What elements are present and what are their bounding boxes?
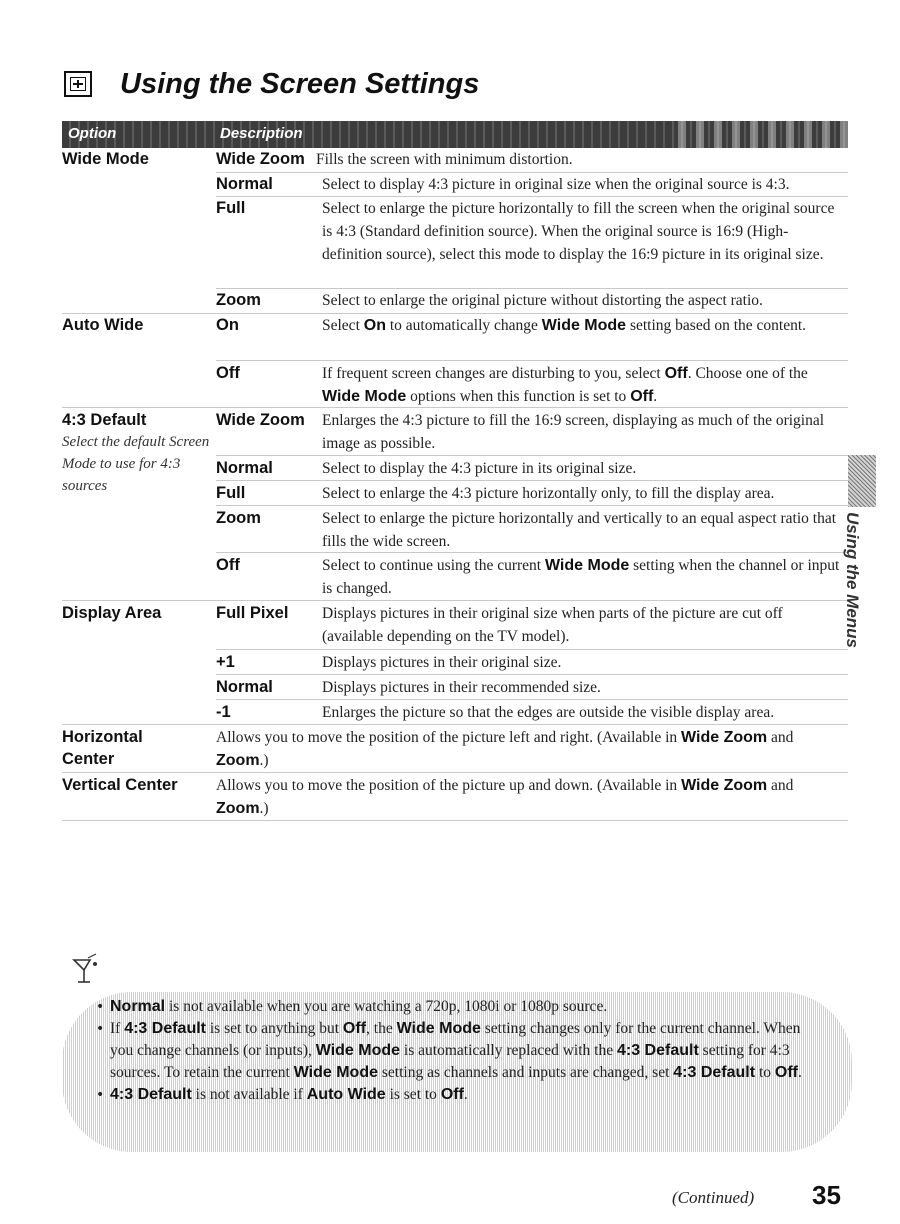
suboption-label: Wide Zoom — [216, 411, 305, 429]
option-note: Select the default Screen Mode to use for 4:3 sources — [62, 434, 210, 494]
suboption-description: Enlarges the picture so that the edges are outside the visible display area. — [322, 704, 775, 721]
suboption-description: Select to enlarge the original picture without distorting the aspect ratio. — [322, 292, 763, 309]
header-description: Description — [220, 125, 303, 142]
suboption-label: Off — [216, 556, 240, 574]
suboption-description: Displays pictures in their recommended size. — [322, 679, 601, 696]
option-vertical-center: Vertical Center — [62, 776, 178, 794]
suboption-label: -1 — [216, 703, 231, 721]
suboption-label: Off — [216, 364, 240, 382]
option-horizontal-center: Horizontal Center — [62, 728, 143, 768]
page-number: 35 — [812, 1180, 841, 1210]
suboption-label: Normal — [216, 459, 273, 477]
suboption-label: Normal — [216, 175, 273, 193]
option-wide-mode: Wide Mode — [62, 150, 149, 168]
suboption-label: Normal — [216, 678, 273, 696]
tip-item: • 4:3 Default is not available if Auto Wide is set to Off. — [96, 1084, 826, 1106]
suboption-description: Select to enlarge the 4:3 picture horizontally only, to fill the display area. — [322, 485, 775, 502]
tip-list — [96, 996, 826, 1106]
suboption-description: Select to display the 4:3 picture in its original size. — [322, 460, 637, 477]
option-display-area: Display Area — [62, 604, 162, 622]
option-4-3-default: 4:3 Default — [62, 411, 147, 429]
suboption-description: Select to enlarge the picture horizontally to fill the screen when the original source is 4:3 (Standard definition source). When the original source is 16:9 (High-definition source), select this mode to display the 16:9 picture in its original size. — [322, 200, 835, 263]
suboption-description: Select On to automatically change Wide Mode setting based on the content. — [322, 317, 807, 334]
suboption-label: On — [216, 316, 239, 334]
suboption-description: Select to enlarge the picture horizontally and vertically to an equal aspect ratio that fills the wide screen. — [322, 510, 837, 550]
suboption-label: Zoom — [216, 291, 261, 309]
suboption-label: Full Pixel — [216, 604, 289, 622]
suboption-description: Displays pictures in their original size. — [322, 654, 562, 671]
tip-item: • If 4:3 Default is set to anything but Off, the Wide Mode setting changes only for the current channel. When you change channels (or inputs), Wide Mode is automatically replaced with the 4:3 Default setting for 4:3 sources. To retain the current Wide Mode setting as channels and inputs are changed, set 4:3 Default to Off. — [96, 1018, 826, 1084]
suboption-label: Zoom — [216, 509, 261, 527]
suboption-description: Fills the screen with minimum distortion. — [316, 151, 573, 168]
option-description: Allows you to move the position of the picture left and right. (Available in Wide Zoom and Zoom.) — [216, 729, 794, 769]
suboption-description: Displays pictures in their original size when parts of the picture are cut off (available depending on the TV model). — [322, 605, 783, 645]
suboption-description: If frequent screen changes are disturbing to you, select Off. Choose one of the Wide Mode options when this function is set to Off. — [322, 365, 808, 405]
suboption-description: Enlarges the 4:3 picture to fill the 16:9 screen, displaying as much of the original image as possible. — [322, 412, 825, 452]
option-description: Allows you to move the position of the picture up and down. (Available in Wide Zoom and Zoom.) — [216, 777, 794, 817]
suboption-label: +1 — [216, 653, 235, 671]
suboption-label: Full — [216, 484, 246, 502]
side-tab-label: Using the Menus — [843, 512, 862, 649]
suboption-label: Full — [216, 199, 246, 217]
option-auto-wide: Auto Wide — [62, 316, 144, 334]
suboption-label: Wide Zoom — [216, 150, 305, 168]
continued-label: (Continued) — [672, 1188, 755, 1207]
header-option: Option — [68, 125, 117, 142]
side-tab-marker — [848, 455, 876, 507]
suboption-description: Select to continue using the current Wide Mode setting when the channel or input is changed. — [322, 557, 840, 597]
suboption-description: Select to display 4:3 picture in original size when the original source is 4:3. — [322, 176, 790, 193]
page-title: Using the Screen Settings — [120, 67, 480, 100]
tip-item: • Normal is not available when you are watching a 720p, 1080i or 1080p source. — [96, 996, 826, 1018]
tip-icon — [68, 952, 104, 988]
